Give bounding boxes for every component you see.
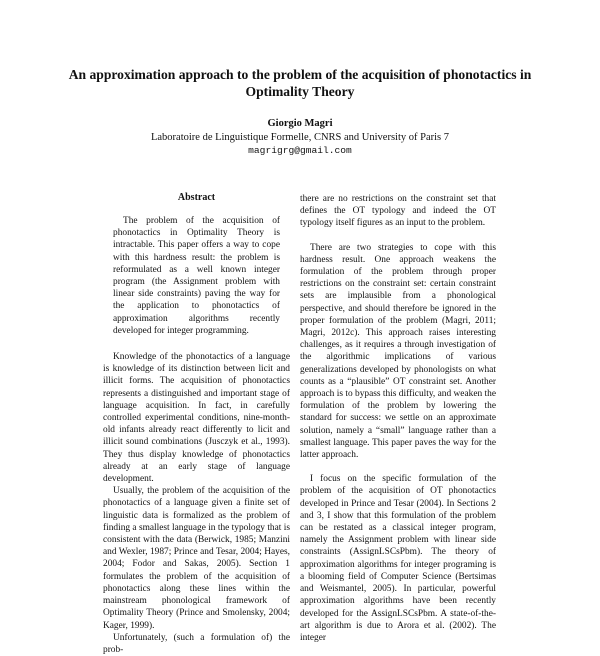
body-paragraph: Unfortunately, (such a formulation of) the prob- xyxy=(103,632,290,655)
abstract-text: The problem of the acquisition of phonotactics in Optimality Theory is intractable. This paper offers a way to cope with this hardness result: the problem is reformulated as a well known integer program (the Assignment problem with linear side constraints) paving the way for the application to phonotactics of approximation algorithms recently developed for integer programming. xyxy=(113,216,280,336)
body-paragraph: I focus on the specific formulation of the problem of the acquisition of OT phonotactics developed in Prince and Tesar (2004). In Sections 2 and 3, I show that this formulation of the problem can be restated as a classical integer program, namely the Assignment problem with linear side constraints (AssignLSCsPbm). The theory of approximation algorithms for integer programing is a blooming field of Computer Science (Bertsimas and Weismantel, 2005). In particular, powerful approximation algorithms have been recently developed for the AssignLSCsPbm. A state-of-the-art algorithm is due to Arora et al. (2002). The integer xyxy=(300,474,496,643)
paper-title: An approximation approach to the problem of the acquisition of phonotactics in Optimality Theory xyxy=(68,67,532,99)
body-paragraph: there are no restrictions on the constraint set that defines the OT typology and indeed the OT typology itself figures as an input to the problem. xyxy=(300,194,496,229)
author-email[interactable]: magrigrg@gmail.com xyxy=(248,145,352,156)
right-column xyxy=(300,193,496,644)
body-paragraph: Usually, the problem of the acquisition of the phonotactics of a language given a finite set of linguistic data is formalized as the problem of finding a smallest language in the typology that is consistent with the data (Berwick, 1985; Manzini and Wexler, 1987; Prince and Tesar, 2004; Hayes, 2004; Fodor and Sakas, 2005). Section 1 formulates the problem of the acquisition of phonotactics along these lines within the mainstream phonological framework of Optimality Theory (Prince and Smolensky, 2004; Kager, 1999). xyxy=(103,486,290,631)
body-paragraph: Knowledge of the phonotactics of a language is knowledge of its distinction between licit and illicit forms. The acquisition of phonotactics represents a distinguished and important stage of language acquisition. In fact, in carefully controlled experimental conditions, nine-month-old infants already react differently to licit and illicit sound combinations (Jusczyk et al., 1993). They thus display knowledge of phonotactics already at an early stage of language development. xyxy=(103,352,290,485)
author-name: Giorgio Magri xyxy=(267,118,333,129)
left-column xyxy=(103,192,290,656)
body-paragraph: There are two strategies to cope with this hardness result. One approach weakens the formulation of the problem through proper restrictions on the constraint set: certain constraint sets are implausible from a phonological perspective, and should therefore be ignored in the proper formulation of the problem (Magri, 2011; Magri, 2012c). This approach raises interesting challenges, as it requires a through investigation of the algorithmic implications of various generalizations developed by phonologists on what counts as a “plausible” OT constraint set. Another approach is to bypass this difficulty, and weaken the formulation of the problem by lowering the standard for success: we settle on an approximate solution, namely a “small” language rather than a smallest language. This paper paves the way for the latter approach. xyxy=(300,242,496,461)
abstract-heading: Abstract xyxy=(177,192,216,203)
author-affiliation: Laboratoire de Linguistique Formelle, CNRS and University of Paris 7 xyxy=(150,132,450,143)
